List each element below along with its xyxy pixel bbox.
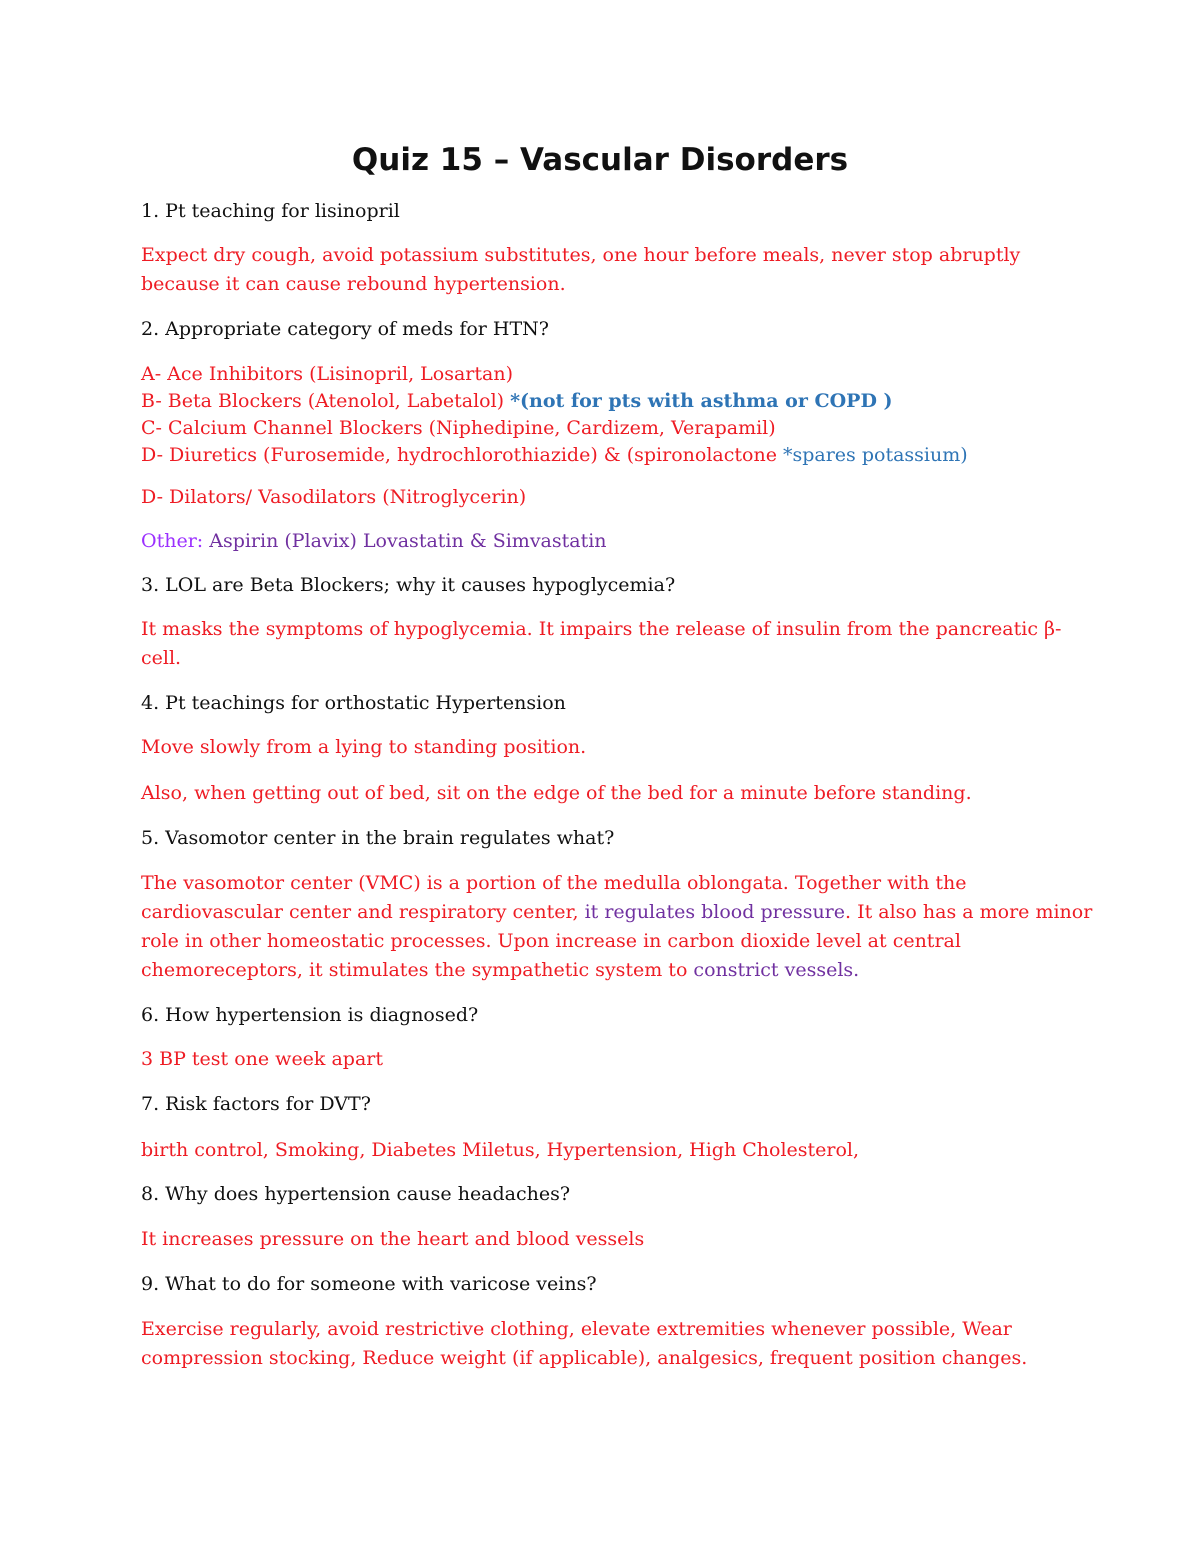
answer-6: 3 BP test one week apart	[141, 1048, 384, 1070]
answer-5-line-1: The vasomotor center (VMC) is a portion of the medulla oblongata. Together with the	[141, 872, 967, 894]
answer-5-highlight-vessels: constrict vessels.	[693, 959, 860, 981]
answer-5-line-2-start: cardiovascular center and respiratory center,	[141, 901, 585, 923]
answer-3-line-2: cell.	[141, 647, 182, 669]
page-title: Quiz 15 – Vascular Disorders	[351, 142, 849, 178]
answer-9-line-2: compression stocking, Reduce weight (if applicable), analgesics, frequent position changes.	[141, 1347, 1028, 1369]
answer-3-line-1: It masks the symptoms of hypoglycemia. It impairs the release of insulin from the pancreatic β-	[141, 618, 1062, 640]
answer-2-beta-blockers	[141, 387, 1081, 416]
question-2: 2. Appropriate category of meds for HTN?	[141, 318, 549, 340]
question-4: 4. Pt teachings for orthostatic Hypertension	[141, 692, 566, 714]
answer-5-line-2-end: . It also has a more minor	[845, 901, 1093, 923]
answer-2-ace-inhibitors: A- Ace Inhibitors (Lisinopril, Losartan)	[141, 363, 513, 385]
answer-5-line-2	[141, 898, 1093, 927]
question-7: 7. Risk factors for DVT?	[141, 1093, 371, 1115]
answer-7: birth control, Smoking, Diabetes Miletus, Hypertension, High Cholesterol,	[141, 1139, 860, 1161]
diuretics-text: D- Diuretics (Furosemide, hydrochlorothiazide) & (spironolactone	[141, 444, 783, 466]
question-5: 5. Vasomotor center in the brain regulates what?	[141, 827, 615, 849]
question-9: 9. What to do for someone with varicose veins?	[141, 1273, 597, 1295]
answer-5-highlight-bp: it regulates blood pressure	[584, 901, 846, 923]
answer-1-line-1: Expect dry cough, avoid potassium substitutes, one hour before meals, never stop abruptly	[141, 244, 1021, 266]
answer-4-line-1: Move slowly from a lying to standing position.	[141, 736, 587, 758]
diuretics-note: *spares potassium)	[782, 444, 968, 466]
other-text: Aspirin (Plavix) Lovastatin & Simvastatin	[209, 530, 607, 552]
beta-blockers-note: *(not for pts with asthma or COPD )	[510, 390, 893, 412]
question-6: 6. How hypertension is diagnosed?	[141, 1004, 479, 1026]
question-1: 1. Pt teaching for lisinopril	[141, 200, 400, 222]
answer-5-line-4-start: chemoreceptors, it stimulates the sympathetic system to	[141, 959, 694, 981]
answer-2-vasodilators: D- Dilators/ Vasodilators (Nitroglycerin)	[141, 486, 527, 508]
answer-1-line-2: because it can cause rebound hypertension.	[141, 273, 566, 295]
question-8: 8. Why does hypertension cause headaches?	[141, 1183, 571, 1205]
answer-5-line-3: role in other homeostatic processes. Upon increase in carbon dioxide level at central	[141, 930, 961, 952]
question-3: 3. LOL are Beta Blockers; why it causes hypoglycemia?	[141, 574, 676, 596]
answer-5-line-4	[141, 956, 1081, 985]
answer-9-line-1: Exercise regularly, avoid restrictive clothing, elevate extremities whenever possible, Wear	[141, 1318, 1012, 1340]
answer-2-other	[141, 527, 1081, 556]
answer-4-line-2: Also, when getting out of bed, sit on the edge of the bed for a minute before standing.	[141, 782, 972, 804]
answer-2-calcium-channel-blockers: C- Calcium Channel Blockers (Niphedipine, Cardizem, Verapamil)	[141, 417, 776, 439]
beta-blockers-text: B- Beta Blockers (Atenolol, Labetalol)	[141, 390, 511, 412]
answer-8: It increases pressure on the heart and blood vessels	[141, 1228, 645, 1250]
answer-2-diuretics	[141, 441, 1081, 470]
other-label: Other:	[141, 530, 210, 552]
